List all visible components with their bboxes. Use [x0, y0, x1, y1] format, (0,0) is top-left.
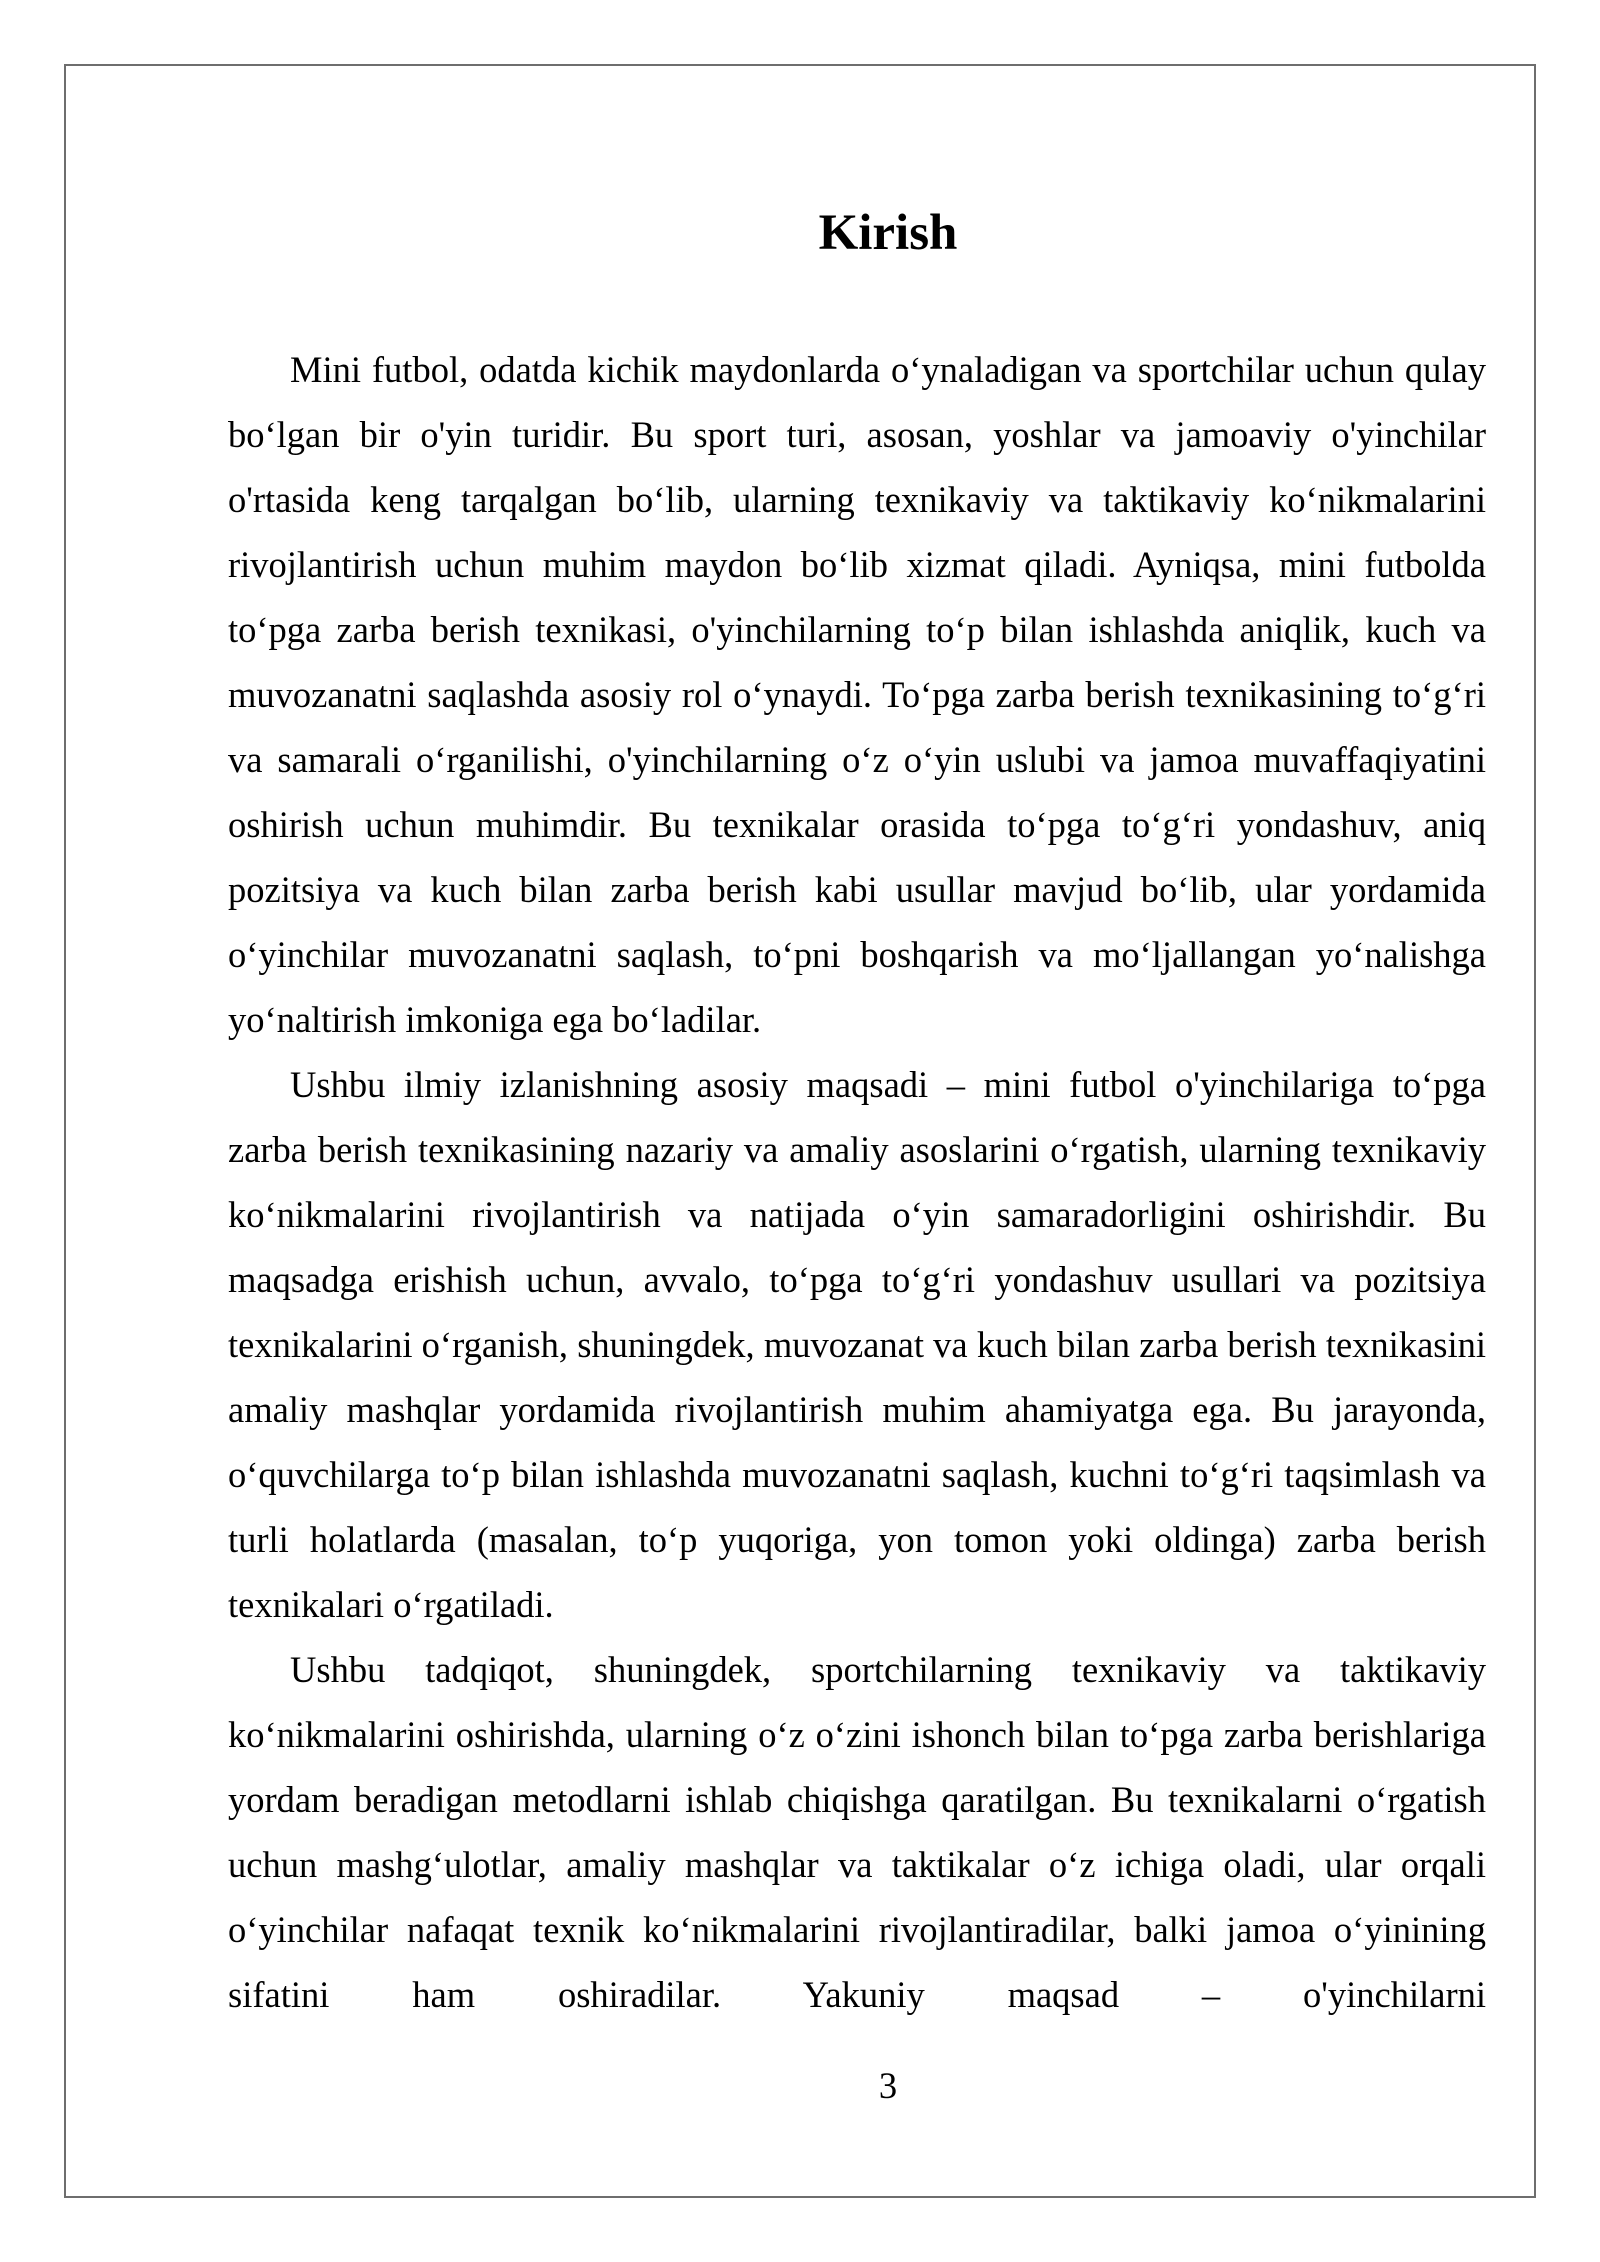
page-title: Kirish — [818, 205, 958, 261]
paragraph: Ushbu tadqiqot, shuningdek, sportchilarning texnikaviy va taktikaviy ko‘nikmalarini oshirishda, ularning o‘z o‘zini ishonch bilan to‘pga zarba berishlariga yordam beradigan metodlarni ishlab chiqishga qaratilgan. Bu texnikalarni o‘rgatish uchun mashg‘ulotlar, amaliy mashqlar va taktikalar o‘z ichiga oladi, ular orqali o‘yinchilar nafaqat texnik ko‘nikmalarini rivojlantiradilar, balki jamoa o‘yinining sifatini ham oshiradilar. Yakuniy maqsad – o'yinchilarni — [228, 1649, 1486, 2015]
page-number: 3 — [878, 2065, 898, 2106]
document-body — [228, 337, 1486, 2027]
paragraph: Ushbu ilmiy izlanishning asosiy maqsadi – mini futbol o'yinchilariga to‘pga zarba berish texnikasining nazariy va amaliy asoslarini o‘rgatish, ularning texnikaviy ko‘nikmalarini rivojlantirish va natijada o‘yin samaradorligini oshirishdir. Bu maqsadga erishish uchun, avvalo, to‘pga to‘g‘ri yondashuv usullari va pozitsiya texnikalarini o‘rganish, shuningdek, muvozanat va kuch bilan zarba berish texnikasini amaliy mashqlar yordamida rivojlantirish muhim ahamiyatga ega. Bu jarayonda, o‘quvchilarga to‘p bilan ishlashda muvozanatni saqlash, kuchni to‘g‘ri taqsimlash va turli holatlarda (masalan, to‘p yuqoriga, yon tomon yoki oldinga) zarba berish texnikalari o‘rgatiladi. — [228, 1064, 1486, 1625]
paragraph: Mini futbol, odatda kichik maydonlarda o‘ynaladigan va sportchilar uchun qulay bo‘lgan bir o'yin turidir. Bu sport turi, asosan, yoshlar va jamoaviy o'yinchilar o'rtasida keng tarqalgan bo‘lib, ularning texnikaviy va taktikaviy ko‘nikmalarini rivojlantirish uchun muhim maydon bo‘lib xizmat qiladi. Ayniqsa, mini futbolda to‘pga zarba berish texnikasi, o'yinchilarning to‘p bilan ishlashda aniqlik, kuch va muvozanatni saqlashda asosiy rol o‘ynaydi. To‘pga zarba berish texnikasining to‘g‘ri va samarali o‘rganilishi, o'yinchilarning o‘z o‘yin uslubi va jamoa muvaffaqiyatini oshirish uchun muhimdir. Bu texnikalar orasida to‘pga to‘g‘ri yondashuv, aniq pozitsiya va kuch bilan zarba berish kabi usullar mavjud bo‘lib, ular yordamida o‘yinchilar muvozanatni saqlash, to‘pni boshqarish va mo‘ljallangan yo‘nalishga yo‘naltirish imkoniga ega bo‘ladilar. — [228, 349, 1486, 1040]
